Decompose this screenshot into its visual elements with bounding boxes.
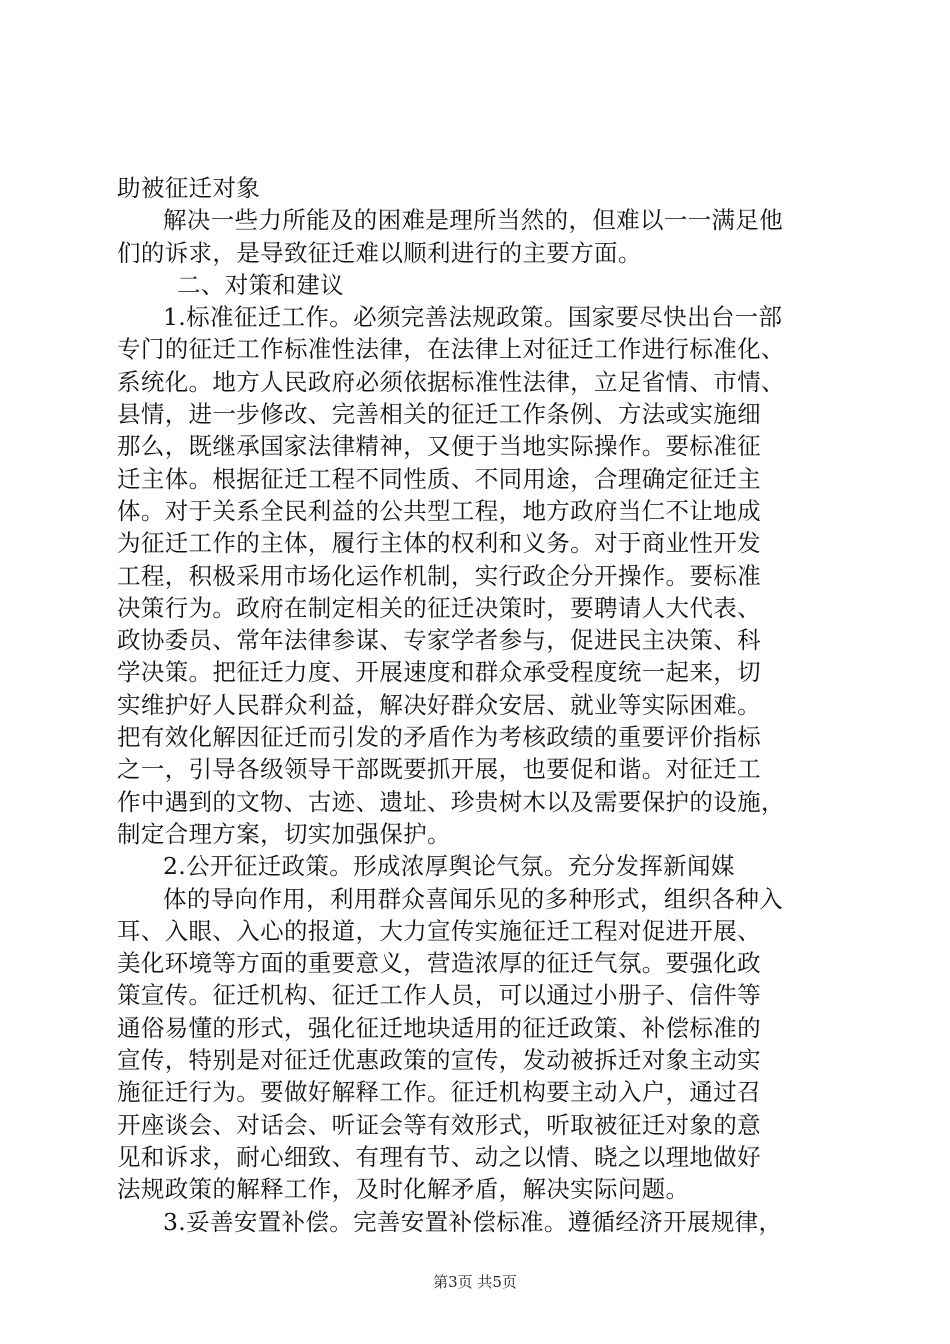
section-heading: 二、对策和建议 [177,270,344,299]
text-line: 宣传，特别是对征迁优惠政策的宣传，发动被拆迁对象主动实 [117,1046,761,1075]
text-line: 学决策。把征迁力度、开展速度和群众承受程度统一起来，切 [117,658,761,687]
text-line: 把有效化解因征迁而引发的矛盾作为考核政绩的重要评价指标 [117,723,761,752]
text-line: 系统化。地方人民政府必须依据标准性法律，立足省情、市情、 [117,367,785,396]
text-line: 体的导向作用，利用群众喜闻乐见的多种形式，组织各种入 [163,884,784,913]
text-line: 那么，既继承国家法律精神，又便于当地实际操作。要标准征 [117,432,761,461]
text-line: 专门的征迁工作标准性法律，在法律上对征迁工作进行标准化、 [117,335,785,364]
text-line: 政协委员、常年法律参谋、专家学者参与，促进民主决策、科 [117,626,761,655]
text-line: 县情，进一步修改、完善相关的征迁工作条例、方法或实施细 [117,400,761,429]
page-footer [0,1272,950,1292]
text-line: 迁主体。根据征迁工程不同性质、不同用途，合理确定征迁主 [117,464,761,493]
text-line: 策宣传。征迁机构、征迁工作人员，可以通过小册子、信件等 [117,981,761,1010]
text-line: 们的诉求，是导致征迁难以顺利进行的主要方面。 [117,238,642,267]
text-line: 法规政策的解释工作，及时化解矛盾，解决实际问题。 [117,1175,690,1204]
text-line: 2.公开征迁政策。形成浓厚舆论气氛。充分发挥新闻媒 [163,852,735,881]
text-line: 见和诉求，耐心细致、有理有节、动之以情、晓之以理地做好 [117,1142,761,1171]
text-line: 美化环境等方面的重要意义，营造浓厚的征迁气氛。要强化政 [117,949,761,978]
text-line: 体。对于关系全民利益的公共型工程，地方政府当仁不让地成 [117,496,761,525]
page-number: 第3页 共5页 [433,1273,517,1291]
text-line: 制定合理方案，切实加强保护。 [117,819,451,848]
text-line: 工程，积极采用市场化运作机制，实行政企分开操作。要标准 [117,561,761,590]
text-line: 助被征迁对象 [117,174,261,202]
text-line: 耳、入眼、入心的报道，大力宣传实施征迁工程对促进开展、 [117,916,761,945]
text-line: 之一，引导各级领导干部既要抓开展，也要促和谐。对征迁工 [117,755,761,784]
text-line: 决策行为。政府在制定相关的征迁决策时，要聘请人大代表、 [117,593,761,622]
text-line: 1.标准征迁工作。必须完善法规政策。国家要尽快出台一部 [163,303,783,332]
text-line: 施征迁行为。要做好解释工作。征迁机构要主动入户，通过召 [117,1078,761,1107]
text-line: 3.妥善安置补偿。完善安置补偿标准。遵循经济开展规律， [163,1207,783,1236]
text-line: 通俗易懂的形式，强化征迁地块适用的征迁政策、补偿标准的 [117,1013,761,1042]
text-line: 作中遇到的文物、古迹、遗址、珍贵树木以及需要保护的设施， [117,787,785,816]
text-line: 实维护好人民群众利益，解决好群众安居、就业等实际困难。 [117,690,761,719]
text-line: 解决一些力所能及的困难是理所当然的，但难以一一满足他 [163,206,784,235]
document-body [117,172,837,1238]
text-line: 开座谈会、对话会、听证会等有效形式，听取被征迁对象的意 [117,1110,761,1139]
text-line: 为征迁工作的主体，履行主体的权利和义务。对于商业性开发 [117,529,761,558]
